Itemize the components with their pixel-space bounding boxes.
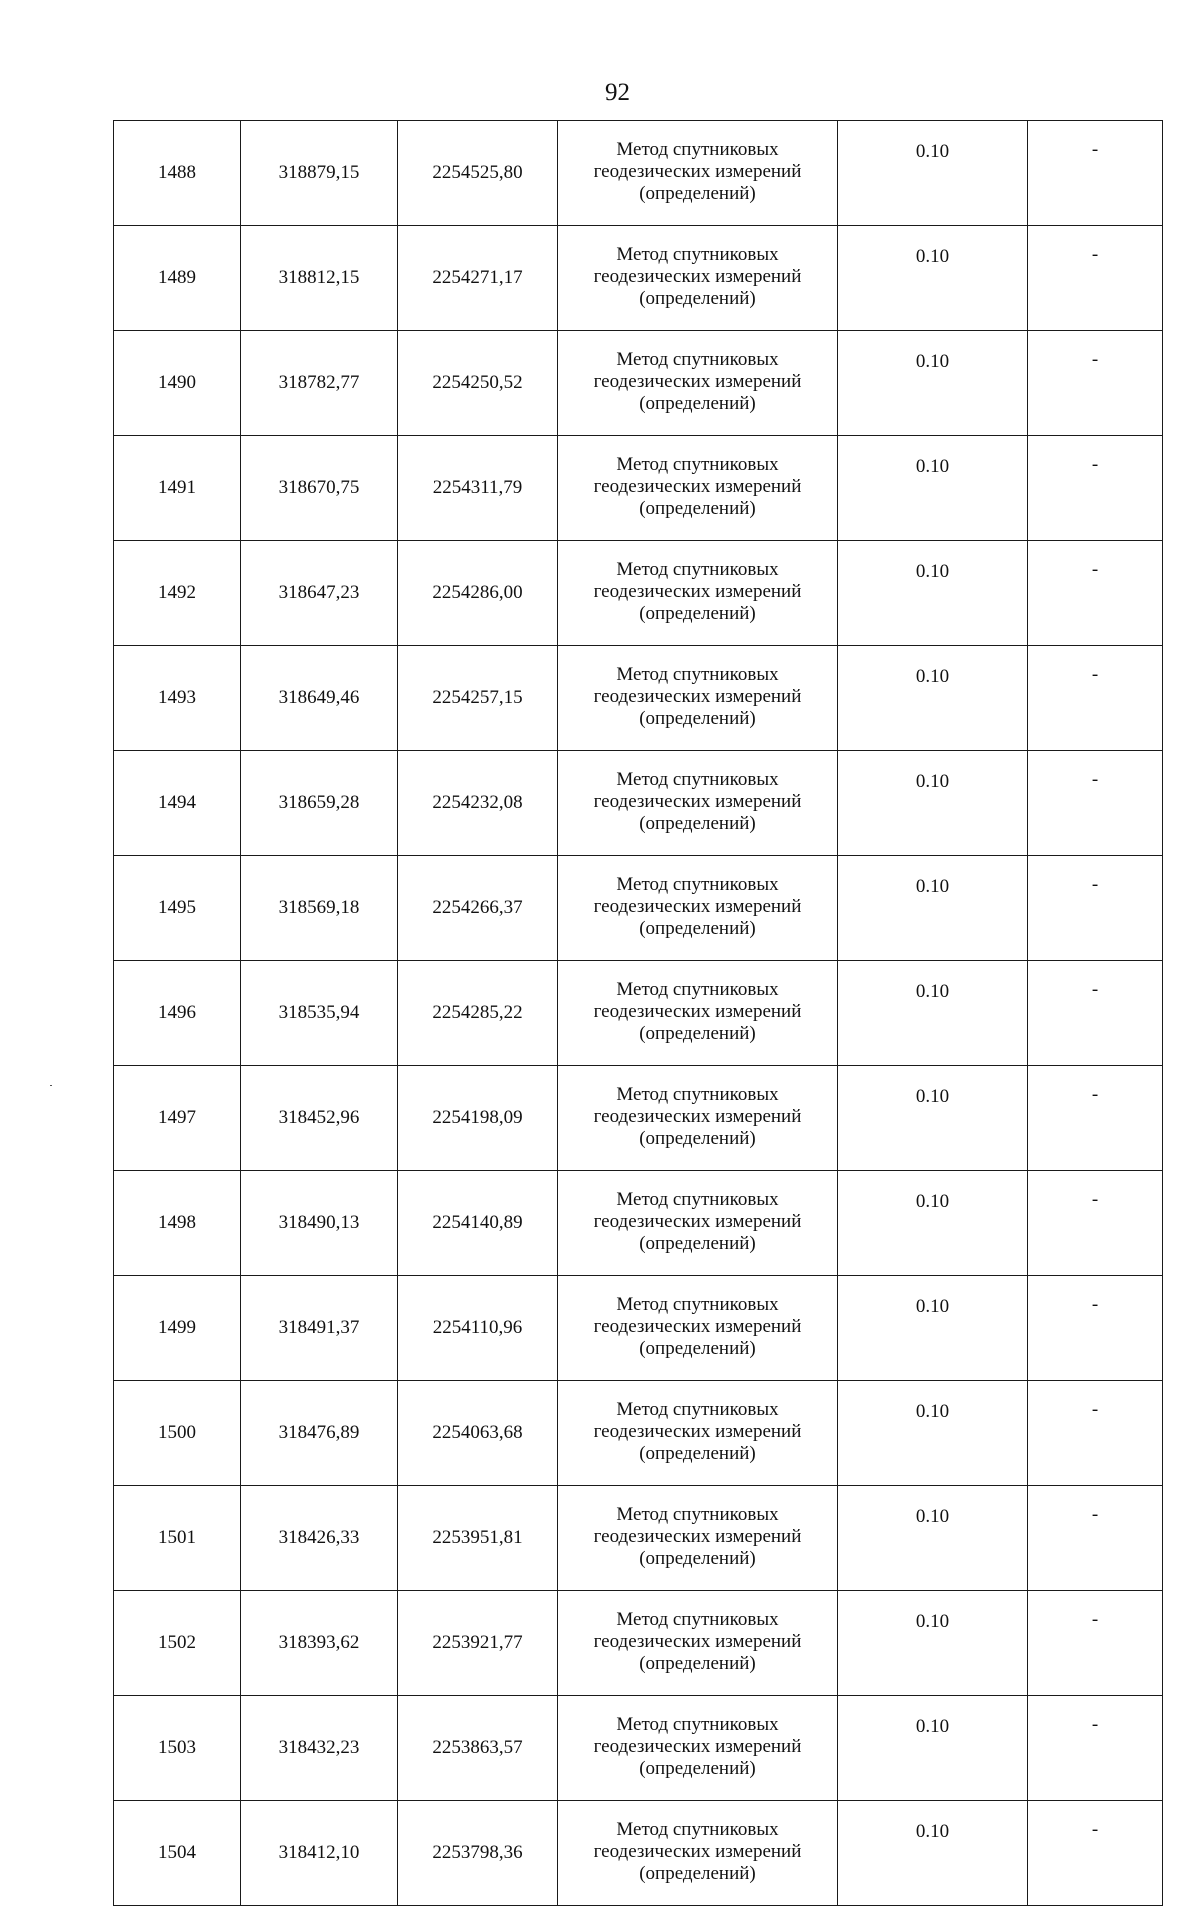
description-cell: - (1028, 1591, 1163, 1696)
point-number-cell: 1496 (114, 961, 241, 1066)
method-text-line: Метод спутниковых (616, 139, 779, 160)
precision-cell: 0.10 (838, 121, 1028, 226)
scan-mark (50, 1085, 52, 1086)
table-row (114, 226, 1163, 331)
method-text-line: геодезических измерений (593, 1106, 802, 1127)
method-text-line: (определений) (639, 1338, 756, 1359)
description-cell: - (1028, 751, 1163, 856)
coordinates-table-body (114, 121, 1163, 1906)
description-cell: - (1028, 1486, 1163, 1591)
precision-cell: 0.10 (838, 1801, 1028, 1906)
table-row (114, 646, 1163, 751)
y-coordinate-cell: 2254063,68 (398, 1381, 558, 1486)
y-coordinate-cell: 2254198,09 (398, 1066, 558, 1171)
y-coordinate-cell: 2254257,15 (398, 646, 558, 751)
point-number-cell: 1488 (114, 121, 241, 226)
method-cell (558, 1696, 838, 1801)
x-coordinate-cell: 318412,10 (241, 1801, 398, 1906)
precision-cell: 0.10 (838, 1066, 1028, 1171)
table-row (114, 1486, 1163, 1591)
method-text-line: геодезических измерений (593, 371, 802, 392)
table-row (114, 1696, 1163, 1801)
x-coordinate-cell: 318490,13 (241, 1171, 398, 1276)
precision-cell: 0.10 (838, 646, 1028, 751)
point-number-cell: 1495 (114, 856, 241, 961)
coordinates-table (113, 120, 1163, 1906)
method-text-line: геодезических измерений (593, 476, 802, 497)
table-row (114, 1381, 1163, 1486)
method-cell (558, 331, 838, 436)
method-cell (558, 226, 838, 331)
description-cell: - (1028, 1171, 1163, 1276)
method-text-line: Метод спутниковых (616, 1399, 779, 1420)
y-coordinate-cell: 2254286,00 (398, 541, 558, 646)
method-cell (558, 856, 838, 961)
y-coordinate-cell: 2253863,57 (398, 1696, 558, 1801)
method-text-line: (определений) (639, 603, 756, 624)
point-number-cell: 1493 (114, 646, 241, 751)
method-text-line: Метод спутниковых (616, 979, 779, 1000)
x-coordinate-cell: 318782,77 (241, 331, 398, 436)
x-coordinate-cell: 318491,37 (241, 1276, 398, 1381)
method-text-line: (определений) (639, 1233, 756, 1254)
table-row (114, 1276, 1163, 1381)
method-cell (558, 1066, 838, 1171)
table-row (114, 1801, 1163, 1906)
precision-cell: 0.10 (838, 1696, 1028, 1801)
table-row (114, 541, 1163, 646)
method-text-line: (определений) (639, 183, 756, 204)
point-number-cell: 1490 (114, 331, 241, 436)
method-text-line: Метод спутниковых (616, 1189, 779, 1210)
method-text-line: геодезических измерений (593, 1841, 802, 1862)
y-coordinate-cell: 2253798,36 (398, 1801, 558, 1906)
method-cell (558, 1381, 838, 1486)
table-row (114, 1171, 1163, 1276)
method-cell (558, 751, 838, 856)
point-number-cell: 1504 (114, 1801, 241, 1906)
method-text-line: Метод спутниковых (616, 769, 779, 790)
method-text-line: Метод спутниковых (616, 1504, 779, 1525)
table-row (114, 856, 1163, 961)
method-text-line: Метод спутниковых (616, 1609, 779, 1630)
table-row (114, 121, 1163, 226)
method-text-line: (определений) (639, 1653, 756, 1674)
y-coordinate-cell: 2253951,81 (398, 1486, 558, 1591)
description-cell: - (1028, 961, 1163, 1066)
point-number-cell: 1494 (114, 751, 241, 856)
method-text-line: (определений) (639, 708, 756, 729)
point-number-cell: 1489 (114, 226, 241, 331)
method-text-line: геодезических измерений (593, 1421, 802, 1442)
description-cell: - (1028, 1696, 1163, 1801)
y-coordinate-cell: 2254250,52 (398, 331, 558, 436)
x-coordinate-cell: 318670,75 (241, 436, 398, 541)
method-cell (558, 436, 838, 541)
method-text-line: Метод спутниковых (616, 349, 779, 370)
method-text-line: геодезических измерений (593, 791, 802, 812)
precision-cell: 0.10 (838, 226, 1028, 331)
method-cell (558, 1801, 838, 1906)
description-cell: - (1028, 121, 1163, 226)
precision-cell: 0.10 (838, 331, 1028, 436)
precision-cell: 0.10 (838, 1171, 1028, 1276)
x-coordinate-cell: 318659,28 (241, 751, 398, 856)
x-coordinate-cell: 318812,15 (241, 226, 398, 331)
method-text-line: (определений) (639, 288, 756, 309)
description-cell: - (1028, 1801, 1163, 1906)
table-row (114, 961, 1163, 1066)
method-text-line: геодезических измерений (593, 686, 802, 707)
point-number-cell: 1501 (114, 1486, 241, 1591)
method-text-line: (определений) (639, 1863, 756, 1884)
description-cell: - (1028, 436, 1163, 541)
method-text-line: геодезических измерений (593, 1526, 802, 1547)
x-coordinate-cell: 318452,96 (241, 1066, 398, 1171)
x-coordinate-cell: 318649,46 (241, 646, 398, 751)
method-text-line: геодезических измерений (593, 1631, 802, 1652)
page-number: 92 (605, 79, 630, 106)
method-cell (558, 121, 838, 226)
method-text-line: (определений) (639, 1758, 756, 1779)
method-cell (558, 1171, 838, 1276)
x-coordinate-cell: 318535,94 (241, 961, 398, 1066)
method-text-line: геодезических измерений (593, 581, 802, 602)
description-cell: - (1028, 646, 1163, 751)
point-number-cell: 1497 (114, 1066, 241, 1171)
method-text-line: (определений) (639, 1023, 756, 1044)
description-cell: - (1028, 856, 1163, 961)
method-text-line: (определений) (639, 1443, 756, 1464)
table-row (114, 436, 1163, 541)
method-text-line: Метод спутниковых (616, 874, 779, 895)
method-cell (558, 541, 838, 646)
precision-cell: 0.10 (838, 1486, 1028, 1591)
method-text-line: (определений) (639, 1548, 756, 1569)
description-cell: - (1028, 1066, 1163, 1171)
y-coordinate-cell: 2254110,96 (398, 1276, 558, 1381)
point-number-cell: 1503 (114, 1696, 241, 1801)
precision-cell: 0.10 (838, 751, 1028, 856)
method-text-line: геодезических измерений (593, 1211, 802, 1232)
description-cell: - (1028, 1381, 1163, 1486)
y-coordinate-cell: 2254232,08 (398, 751, 558, 856)
description-cell: - (1028, 541, 1163, 646)
description-cell: - (1028, 226, 1163, 331)
x-coordinate-cell: 318426,33 (241, 1486, 398, 1591)
method-text-line: (определений) (639, 918, 756, 939)
method-cell (558, 646, 838, 751)
method-text-line: (определений) (639, 498, 756, 519)
table-row (114, 1066, 1163, 1171)
method-text-line: (определений) (639, 813, 756, 834)
y-coordinate-cell: 2254311,79 (398, 436, 558, 541)
table-row (114, 1591, 1163, 1696)
point-number-cell: 1498 (114, 1171, 241, 1276)
method-text-line: геодезических измерений (593, 161, 802, 182)
description-cell: - (1028, 331, 1163, 436)
method-text-line: (определений) (639, 393, 756, 414)
precision-cell: 0.10 (838, 541, 1028, 646)
description-cell: - (1028, 1276, 1163, 1381)
point-number-cell: 1492 (114, 541, 241, 646)
precision-cell: 0.10 (838, 1591, 1028, 1696)
method-text-line: геодезических измерений (593, 266, 802, 287)
method-text-line: геодезических измерений (593, 1001, 802, 1022)
method-cell (558, 1591, 838, 1696)
method-text-line: геодезических измерений (593, 1736, 802, 1757)
method-cell (558, 961, 838, 1066)
table-row (114, 751, 1163, 856)
precision-cell: 0.10 (838, 856, 1028, 961)
method-text-line: геодезических измерений (593, 896, 802, 917)
x-coordinate-cell: 318569,18 (241, 856, 398, 961)
point-number-cell: 1502 (114, 1591, 241, 1696)
precision-cell: 0.10 (838, 436, 1028, 541)
method-text-line: Метод спутниковых (616, 1084, 779, 1105)
method-text-line: Метод спутниковых (616, 1294, 779, 1315)
method-cell (558, 1486, 838, 1591)
point-number-cell: 1491 (114, 436, 241, 541)
method-text-line: Метод спутниковых (616, 559, 779, 580)
point-number-cell: 1499 (114, 1276, 241, 1381)
y-coordinate-cell: 2253921,77 (398, 1591, 558, 1696)
y-coordinate-cell: 2254271,17 (398, 226, 558, 331)
x-coordinate-cell: 318476,89 (241, 1381, 398, 1486)
x-coordinate-cell: 318879,15 (241, 121, 398, 226)
y-coordinate-cell: 2254525,80 (398, 121, 558, 226)
precision-cell: 0.10 (838, 1381, 1028, 1486)
method-text-line: Метод спутниковых (616, 664, 779, 685)
y-coordinate-cell: 2254285,22 (398, 961, 558, 1066)
x-coordinate-cell: 318647,23 (241, 541, 398, 646)
point-number-cell: 1500 (114, 1381, 241, 1486)
method-text-line: Метод спутниковых (616, 1819, 779, 1840)
x-coordinate-cell: 318393,62 (241, 1591, 398, 1696)
method-text-line: Метод спутниковых (616, 1714, 779, 1735)
method-text-line: Метод спутниковых (616, 454, 779, 475)
method-text-line: (определений) (639, 1128, 756, 1149)
x-coordinate-cell: 318432,23 (241, 1696, 398, 1801)
y-coordinate-cell: 2254266,37 (398, 856, 558, 961)
method-cell (558, 1276, 838, 1381)
method-text-line: геодезических измерений (593, 1316, 802, 1337)
precision-cell: 0.10 (838, 1276, 1028, 1381)
table-row (114, 331, 1163, 436)
precision-cell: 0.10 (838, 961, 1028, 1066)
method-text-line: Метод спутниковых (616, 244, 779, 265)
y-coordinate-cell: 2254140,89 (398, 1171, 558, 1276)
